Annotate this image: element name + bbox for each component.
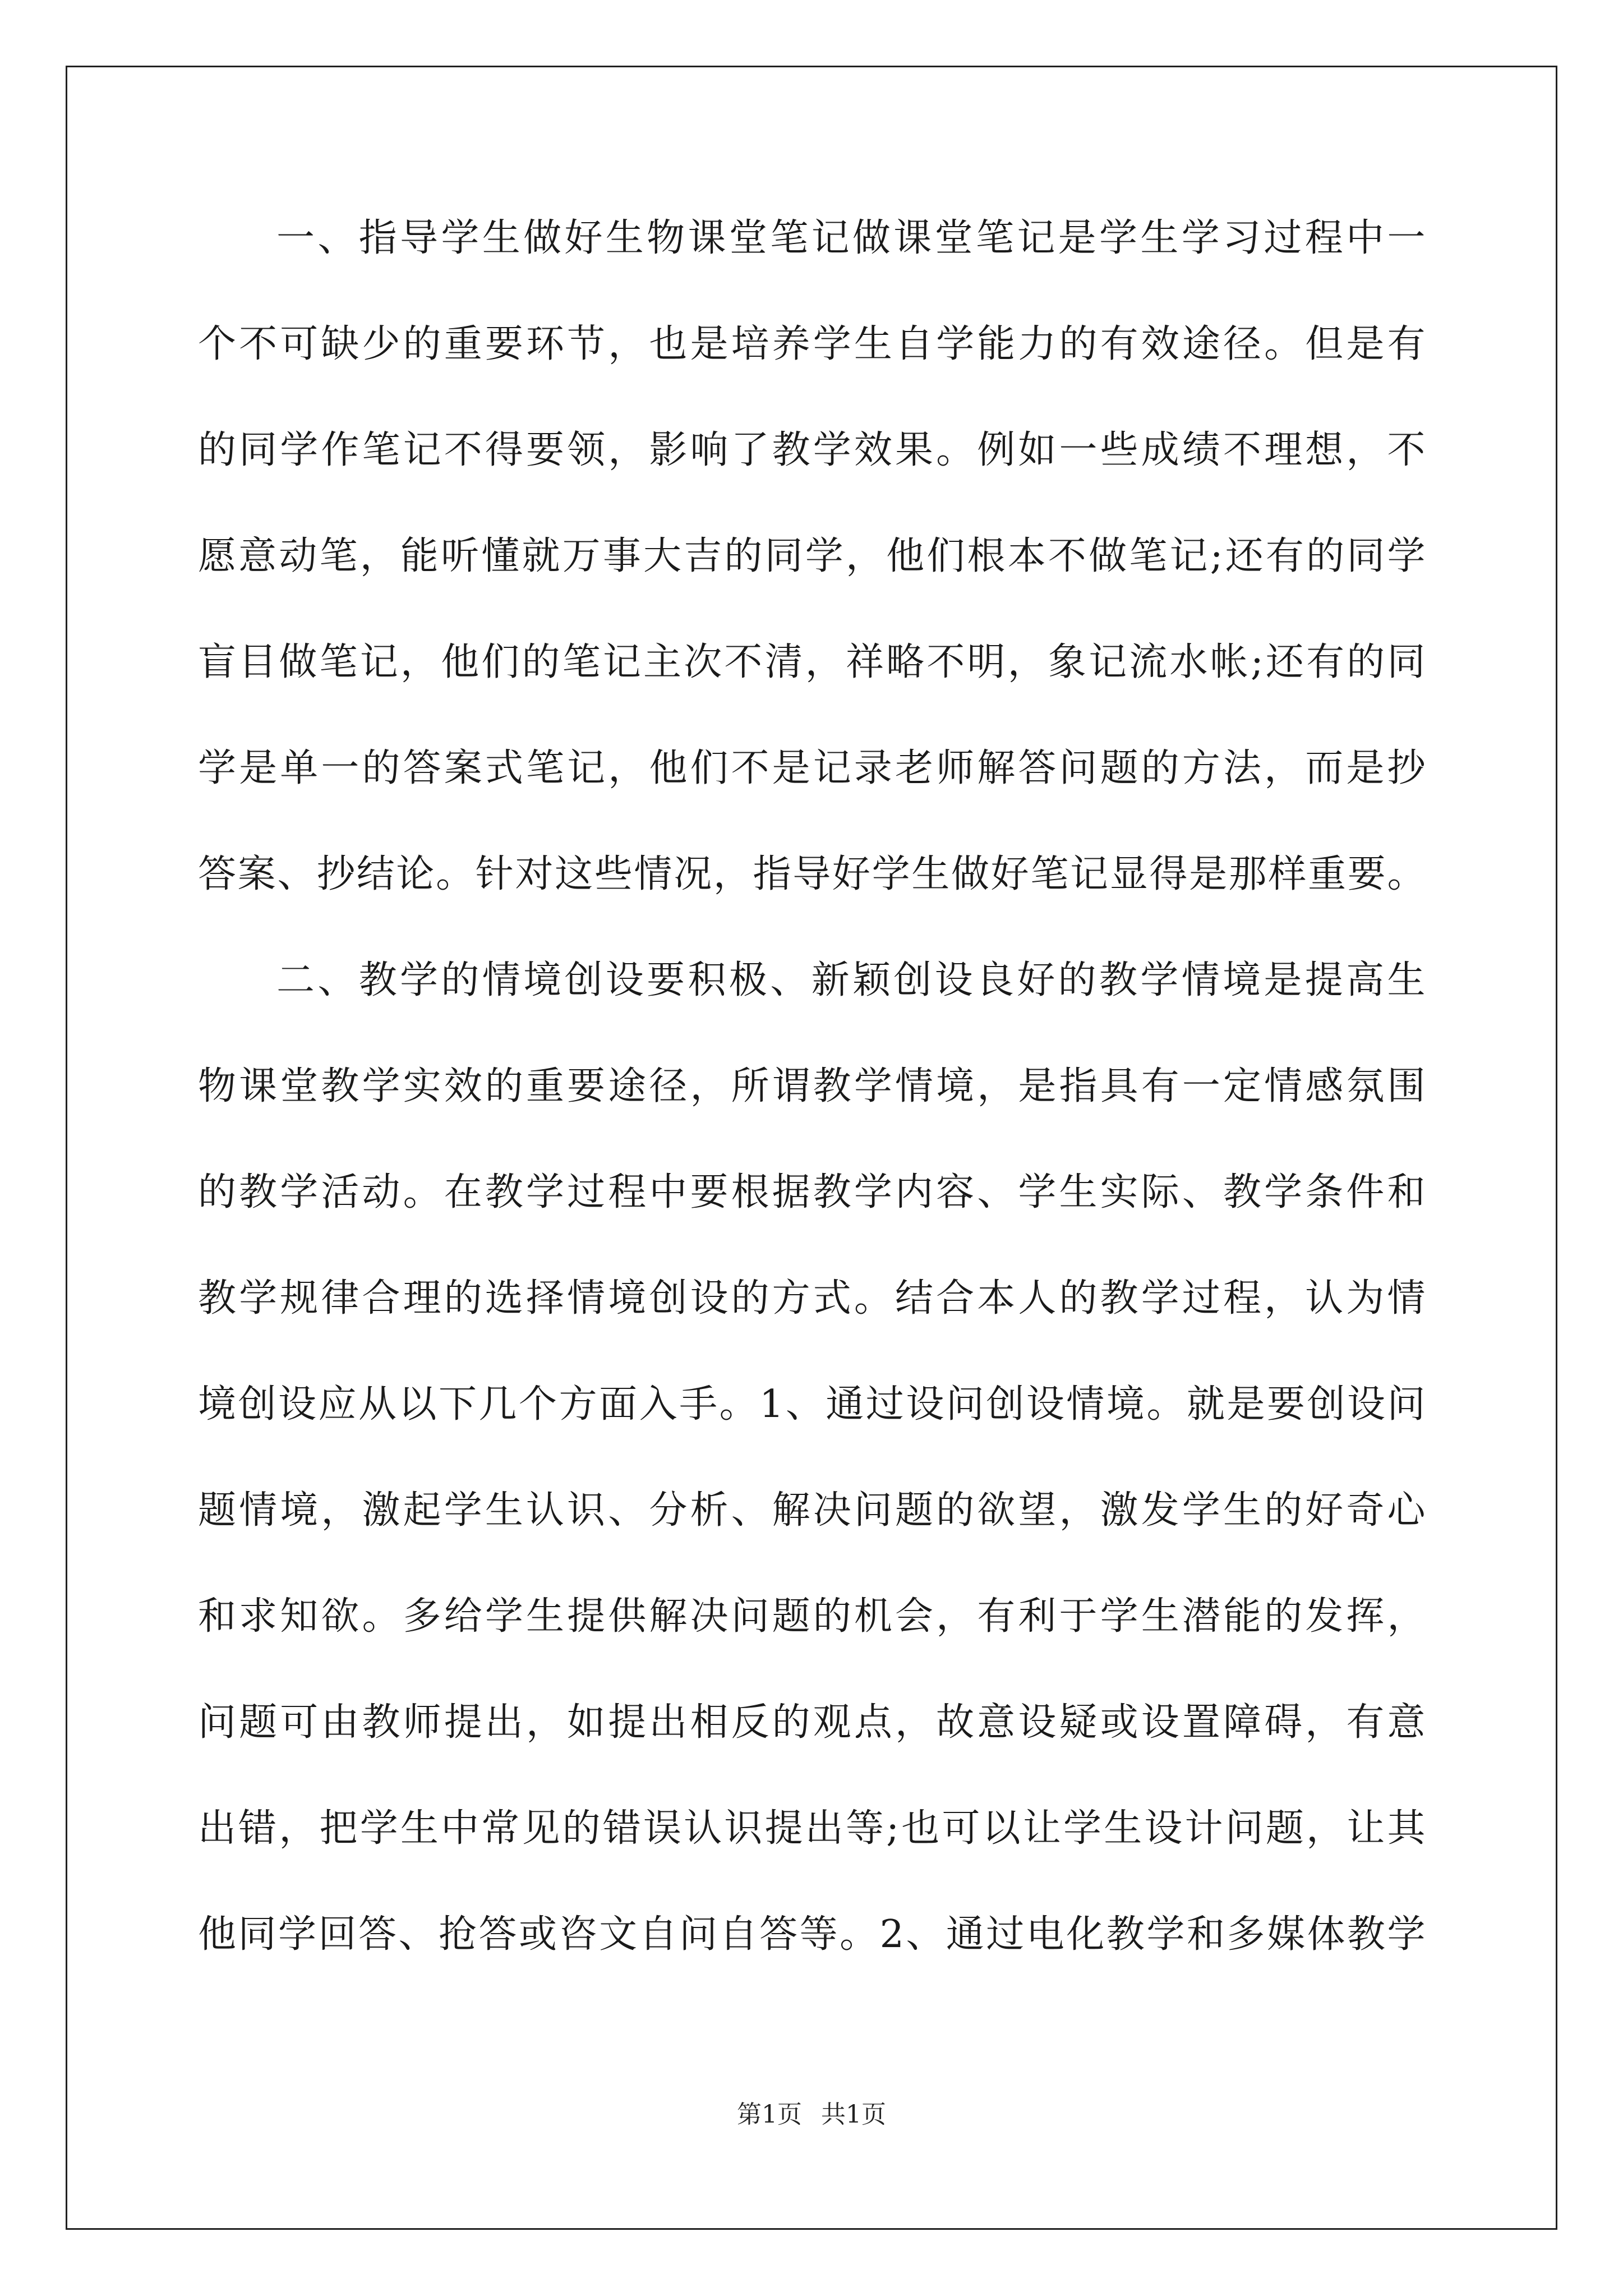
text-line: 一、指导学生做好生物课堂笔记做课堂笔记是学生学习过程中一 bbox=[276, 216, 1426, 260]
document-body bbox=[198, 205, 1426, 2007]
text-line: 个不可缺少的重要环节，也是培养学生自学能力的有效途径。但是有 bbox=[198, 322, 1426, 366]
text-line: 教学规律合理的选择情境创设的方式。结合本人的教学过程，认为情 bbox=[198, 1276, 1426, 1320]
text-line: 的教学活动。在教学过程中要根据教学内容、学生实际、教学条件和 bbox=[198, 1170, 1426, 1214]
text-line: 问题可由教师提出，如提出相反的观点，故意设疑或设置障碍，有意 bbox=[198, 1700, 1426, 1745]
text-line: 的同学作笔记不得要领，影响了教学效果。例如一些成绩不理想，不 bbox=[198, 428, 1426, 472]
page-number: 第1页 bbox=[737, 2100, 802, 2129]
text-line: 答案、抄结论。针对这些情况，指导好学生做好笔记显得是那样重要。 bbox=[198, 852, 1426, 896]
text-line: 他同学回答、抢答或咨文自问自答等。2、通过电化教学和多媒体教学 bbox=[198, 1912, 1426, 1957]
text-line: 和求知欲。多给学生提供解决问题的机会，有利于学生潜能的发挥， bbox=[198, 1594, 1426, 1639]
text-line: 出错，把学生中常见的错误认识提出等;也可以让学生设计问题，让其 bbox=[198, 1806, 1426, 1851]
page-total: 共1页 bbox=[821, 2100, 886, 2129]
text-line: 题情境，激起学生认识、分析、解决问题的欲望，激发学生的好奇心 bbox=[198, 1488, 1426, 1533]
text-line: 盲目做笔记，他们的笔记主次不清，祥略不明，象记流水帐;还有的同 bbox=[198, 640, 1426, 684]
text-line: 二、教学的情境创设要积极、新颖创设良好的教学情境是提高生 bbox=[276, 958, 1426, 1002]
text-line: 学是单一的答案式笔记，他们不是记录老师解答问题的方法，而是抄 bbox=[198, 746, 1426, 790]
text-line: 境创设应从以下几个方面入手。1、通过设问创设情境。就是要创设问 bbox=[198, 1382, 1426, 1427]
text-line: 愿意动笔，能听懂就万事大吉的同学，他们根本不做笔记;还有的同学 bbox=[198, 534, 1426, 578]
text-line: 物课堂教学实效的重要途径，所谓教学情境，是指具有一定情感氛围 bbox=[198, 1064, 1426, 1108]
page-footer bbox=[0, 2098, 1623, 2132]
